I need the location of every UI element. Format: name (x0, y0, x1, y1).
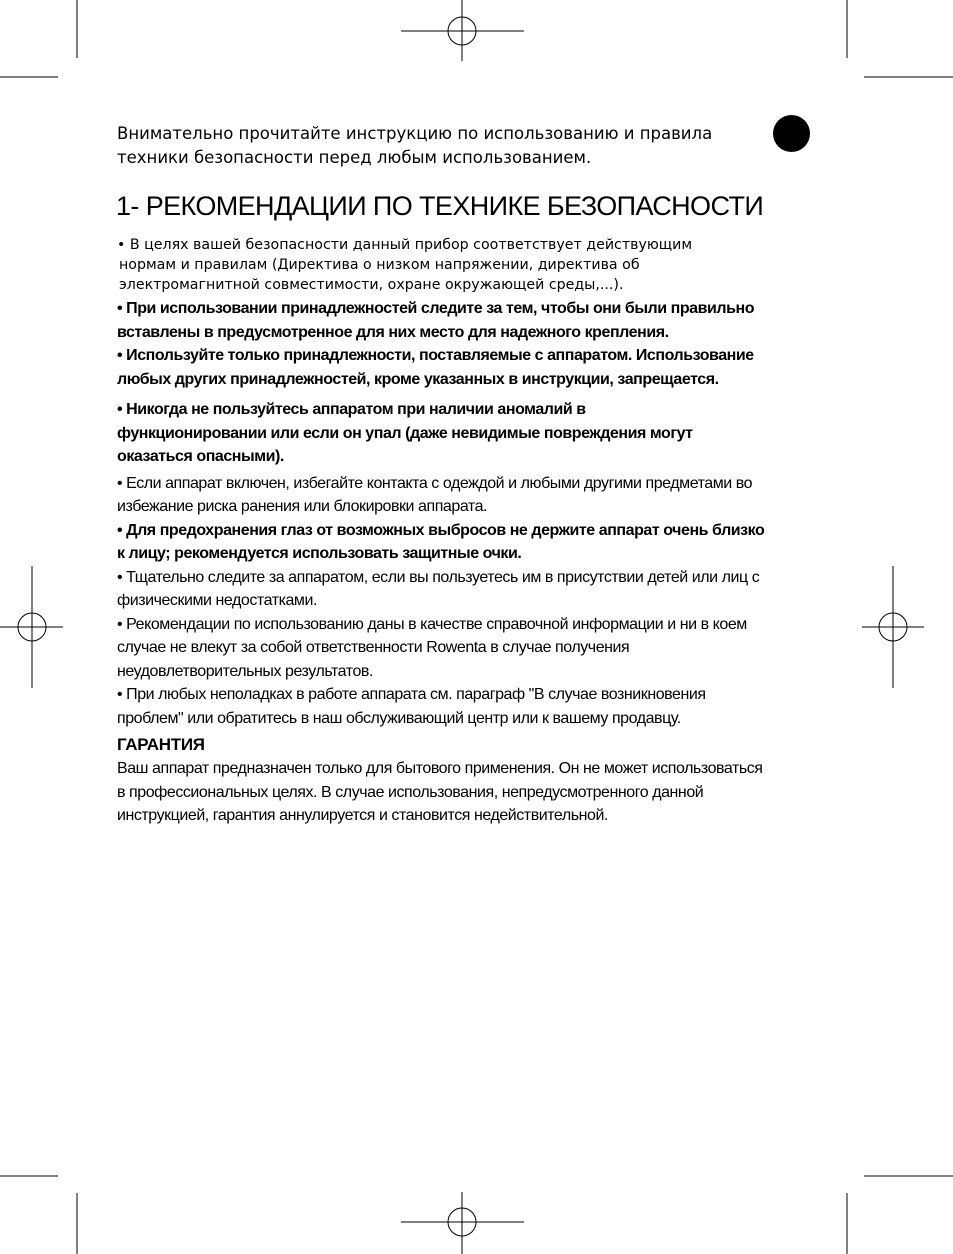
bullet-accessories-fitting (117, 297, 817, 344)
warranty-heading: ГАРАНТИЯ (117, 735, 205, 754)
bullet-recommendations (117, 613, 817, 684)
intro-line-2: техники безопасности перед любым использованием. (117, 148, 592, 167)
warranty-text (117, 757, 817, 828)
bullet-line: к лицу; рекомендуется использовать защитные очки. (117, 545, 522, 562)
intro-text (117, 122, 757, 170)
bullet-line: физическими недостатками. (117, 592, 317, 609)
bullet-line: неудовлетворительных результатов. (117, 662, 373, 680)
bullet-children (117, 566, 817, 613)
bullet-line: • Никогда не пользуйтесь аппаратом при наличии аномалий в (117, 401, 586, 418)
bullet-line: электромагнитной совместимости, охране окружающей среды,...). (119, 277, 624, 293)
registration-mark-bottom (401, 1192, 524, 1254)
registration-mark-left (0, 566, 63, 688)
bullet-contact (117, 472, 817, 519)
bullet-line: • Для предохранения глаз от возможных выбросов не держите аппарат очень близко (117, 521, 765, 539)
bullet-directives (117, 235, 817, 295)
warranty-line: инструкцией, гарантия аннулируется и становится недействительной. (117, 807, 608, 824)
bullet-line: • Тщательно следите за аппаратом, если вы пользуетесь им в присутствии детей или лиц с (117, 568, 760, 586)
bullet-anomalies (117, 398, 817, 469)
registration-mark-right (862, 566, 924, 688)
bullet-malfunctions (117, 683, 817, 730)
bullet-line: • При использовании принадлежностей следите за тем, чтобы они были правильно (117, 300, 755, 317)
bullet-line: проблем" или обратитесь в наш обслуживающий центр или к вашему продавцу. (117, 709, 681, 727)
bullet-line: любых других принадлежностей, кроме указанных в инструкции, запрещается. (117, 370, 719, 388)
bullet-line: случае не влекут за собой ответственности Rowenta в случае получения (117, 639, 630, 656)
bullet-line: функционировании или если он упал (даже невидимые повреждения могут (117, 424, 693, 442)
bullet-line: • Если аппарат включен, избегайте контакта с одеждой и любыми другими предметами во (117, 474, 753, 492)
bullet-line: • При любых неполадках в работе аппарата см. параграф "В случае возникновения (117, 686, 706, 703)
bullet-line: • Рекомендации по использованию даны в качестве справочной информации и ни в коем (117, 615, 747, 633)
bullet-line: вставлены в предусмотренное для них место для надежного крепления. (117, 323, 669, 341)
bullet-line: нормам и правилам (Директива о низком напряжении, директива об (119, 257, 640, 273)
bullet-line: • Используйте только принадлежности, поставляемые с аппаратом. Использование (117, 347, 754, 364)
bullet-line: избежание риска ранения или блокировки аппарата. (117, 498, 488, 515)
section-title: 1- РЕКОМЕНДАЦИИ ПО ТЕХНИКЕ БЕЗОПАСНОСТИ (116, 191, 764, 221)
registration-mark-top (401, 0, 524, 61)
bullet-line: оказаться опасными). (117, 448, 284, 465)
intro-line-1: Внимательно прочитайте инструкцию по использованию и правила (117, 124, 713, 143)
warranty-line: в профессиональных целях. В случае использования, непредусмотренного данной (117, 783, 704, 801)
safety-content (117, 235, 817, 828)
bullet-eye-protection (117, 519, 817, 566)
language-marker-dot (773, 115, 810, 152)
bullet-line: • В целях вашей безопасности данный прибор соответствует действующим (117, 237, 693, 253)
warranty-line: Ваш аппарат предназначен только для бытового применения. Он не может использоваться (117, 760, 763, 777)
bullet-accessories-only (117, 344, 817, 391)
